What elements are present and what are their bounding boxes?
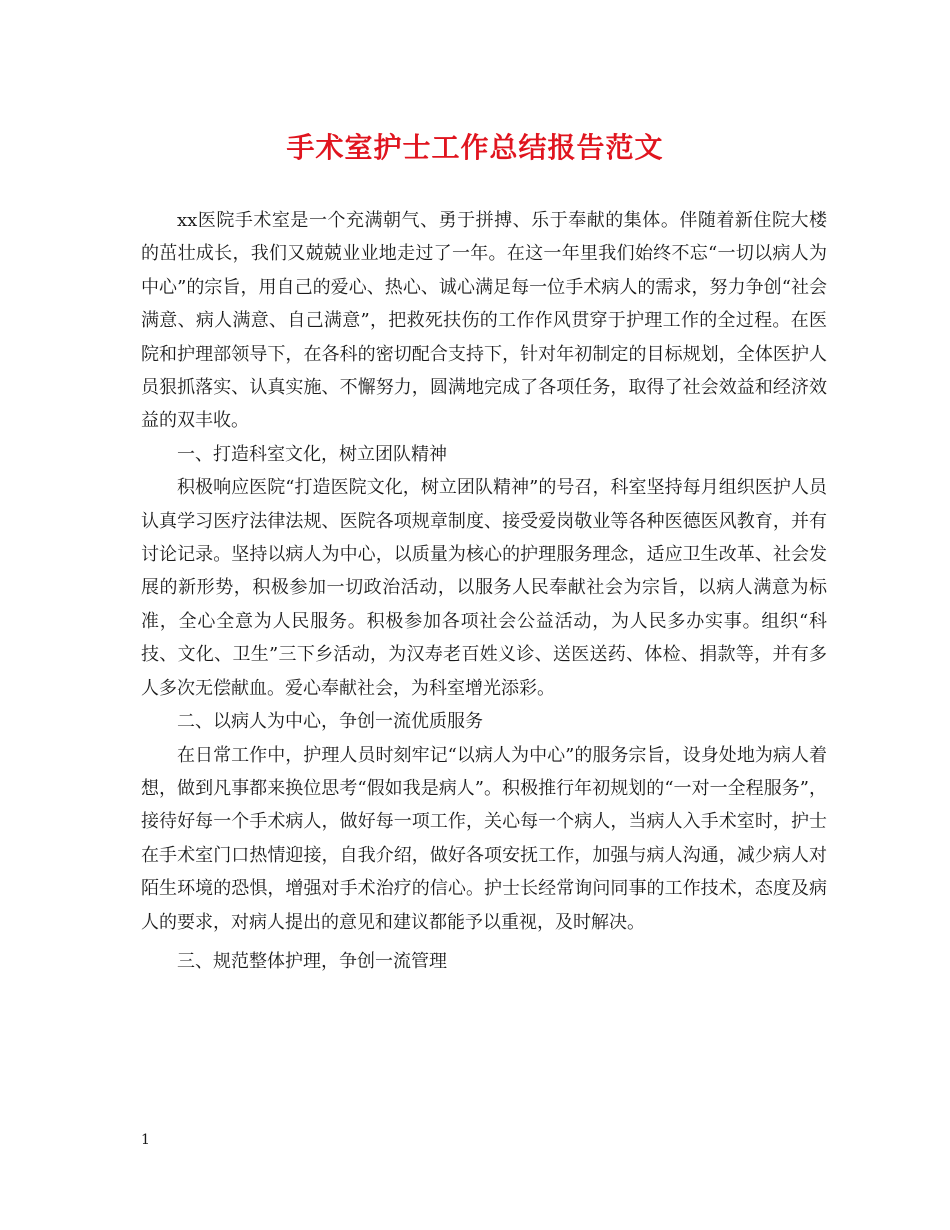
document-body [141, 204, 827, 978]
section-heading-1: 一、打造科室文化，树立团队精神 [177, 443, 447, 465]
intro-paragraph: xx医院手术室是一个充满朝气、勇于拼搏、乐于奉献的集体。伴随着新住院大楼的茁壮成长，我们又兢兢业业地走过了一年。在这一年里我们始终不忘“一切以病人为中心”的宗旨，用自己的爱心、热心、诚心满足每一位手术病人的需求，努力争创“社会满意、病人满意、自己满意”，把救死扶伤的工作作风贯穿于护理工作的全过程。在医院和护理部领导下，在各科的密切配合支持下，针对年初制定的目标规划，全体医护人员狠抓落实、认真实施、不懈努力，圆满地完成了各项任务，取得了社会效益和经济效益的双丰收。 [141, 210, 827, 432]
section-2-paragraph: 在日常工作中，护理人员时刻牢记“以病人为中心”的服务宗旨，设身处地为病人着想，做到凡事都来换位思考“假如我是病人”。积极推行年初规划的“一对一全程服务”，接待好每一个手术病人，做好每一项工作，关心每一个病人，当病人入手术室时，护士在手术室门口热情迎接，自我介绍，做好各项安抚工作，加强与病人沟通，减少病人对陌生环境的恐惧，增强对手术治疗的信心。护士长经常询问同事的工作技术，态度及病人的要求，对病人提出的意见和建议都能予以重视，及时解决。 [141, 744, 827, 933]
section-heading-2: 二、以病人为中心，争创一流优质服务 [177, 711, 483, 733]
section-1-paragraph: 积极响应医院“打造医院文化，树立团队精神”的号召，科室坚持每月组织医护人员认真学习医疗法律法规、医院各项规章制度、接受爱岗敬业等各种医德医风教育，并有讨论记录。坚持以病人为中心，以质量为核心的护理服务理念，适应卫生改革、社会发展的新形势，积极参加一切政治活动，以服务人民奉献社会为宗旨，以病人满意为标准，全心全意为人民服务。积极参加各项社会公益活动，为人民多办实事。组织“科技、文化、卫生”三下乡活动，为汉寿老百姓义诊、送医送药、体检、捐款等，并有多人多次无偿献血。爱心奉献社会，为科室增光添彩。 [141, 477, 827, 699]
page-number: 1 [141, 1132, 150, 1148]
document-title: 手术室护士工作总结报告范文 [286, 131, 664, 164]
section-heading-3: 三、规范整体护理，争创一流管理 [177, 950, 447, 972]
